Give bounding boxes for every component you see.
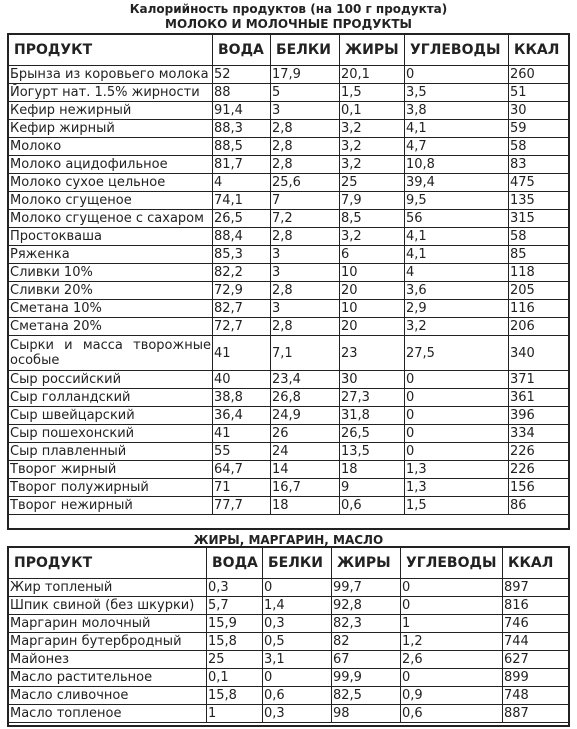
cell-carbs: 56 — [405, 210, 509, 228]
cell-product: Масло топленое — [9, 705, 207, 723]
table-row — [9, 597, 570, 615]
cell-fat: 6 — [340, 246, 405, 264]
cell-kcal: 206 — [509, 318, 570, 336]
header-product: ПРОДУКТ — [9, 35, 213, 66]
cell-fat: 67 — [332, 651, 401, 669]
cell-fat: 98 — [332, 705, 401, 723]
cell-protein: 2,8 — [271, 318, 340, 336]
cell-carbs: 1,3 — [405, 461, 509, 479]
cell-protein: 24,9 — [271, 407, 340, 425]
cell-product: Творог нежирный — [9, 497, 213, 515]
cell-kcal: 361 — [509, 389, 570, 407]
cell-protein: 0,3 — [263, 705, 332, 723]
page-caption: Калорийность продуктов (на 100 г продукта) — [129, 2, 448, 16]
cell-kcal: 118 — [509, 264, 570, 282]
cell-carbs: 0 — [401, 669, 503, 687]
section-title-fats: ЖИРЫ, МАРГАРИН, МАСЛО — [193, 533, 384, 547]
cell-kcal: 58 — [509, 228, 570, 246]
cell-carbs: 1 — [401, 615, 503, 633]
cell-protein: 7 — [271, 192, 340, 210]
table-row — [9, 389, 570, 407]
cell-fat: 30 — [340, 371, 405, 389]
table-row — [9, 102, 570, 120]
table-row — [9, 687, 570, 705]
cell-protein: 3 — [271, 246, 340, 264]
cell-protein: 0,5 — [263, 633, 332, 651]
cell-carbs: 4,1 — [405, 120, 509, 138]
cell-kcal: 897 — [503, 579, 570, 597]
cell-protein: 17,9 — [271, 66, 340, 84]
cell-product: Маргарин бутербродный — [9, 633, 207, 651]
cell-protein: 14 — [271, 461, 340, 479]
cell-protein: 0,6 — [263, 687, 332, 705]
cell-kcal: 627 — [503, 651, 570, 669]
header-protein: БЕЛКИ — [263, 548, 332, 579]
table-row — [9, 705, 570, 723]
cell-carbs: 0 — [405, 66, 509, 84]
cell-kcal: 371 — [509, 371, 570, 389]
cell-fat: 3,2 — [340, 138, 405, 156]
table-row — [9, 579, 570, 597]
cell-protein: 3 — [271, 264, 340, 282]
table-row — [9, 615, 570, 633]
cell-kcal: 116 — [509, 300, 570, 318]
cell-product: Простокваша — [9, 228, 213, 246]
cell-carbs: 2,6 — [401, 651, 503, 669]
cell-water: 64,7 — [213, 461, 271, 479]
cell-kcal: 315 — [509, 210, 570, 228]
fats-table — [8, 547, 570, 723]
table-row — [9, 407, 570, 425]
cell-carbs: 0,6 — [401, 705, 503, 723]
cell-protein: 25,6 — [271, 174, 340, 192]
cell-fat: 18 — [340, 461, 405, 479]
table-row — [9, 192, 570, 210]
cell-carbs: 27,5 — [405, 336, 509, 371]
cell-protein: 7,2 — [271, 210, 340, 228]
table-row — [9, 264, 570, 282]
table-row — [9, 228, 570, 246]
cell-fat: 27,3 — [340, 389, 405, 407]
cell-kcal: 899 — [503, 669, 570, 687]
cell-water: 15,8 — [207, 633, 263, 651]
cell-water: 25 — [207, 651, 263, 669]
cell-carbs: 3,2 — [405, 318, 509, 336]
cell-water: 85,3 — [213, 246, 271, 264]
cell-carbs: 0 — [405, 389, 509, 407]
table-row — [9, 461, 570, 479]
header-water: ВОДА — [207, 548, 263, 579]
cell-kcal: 475 — [509, 174, 570, 192]
cell-protein: 26,8 — [271, 389, 340, 407]
cell-fat: 20 — [340, 282, 405, 300]
cell-protein: 7,1 — [271, 336, 340, 371]
cell-water: 41 — [213, 336, 271, 371]
cell-kcal: 744 — [503, 633, 570, 651]
cell-kcal: 51 — [509, 84, 570, 102]
table-row — [9, 497, 570, 515]
cell-water: 72,7 — [213, 318, 271, 336]
cell-fat: 9 — [340, 479, 405, 497]
header-product: ПРОДУКТ — [9, 548, 207, 579]
cell-product: Сырки и масса творожные особые — [9, 336, 213, 371]
cell-product: Сыр голландский — [9, 389, 213, 407]
cell-kcal: 85 — [509, 246, 570, 264]
table-header-row — [9, 35, 570, 66]
cell-water: 41 — [213, 425, 271, 443]
cell-fat: 0,1 — [340, 102, 405, 120]
cell-water: 0,1 — [207, 669, 263, 687]
table-row — [9, 479, 570, 497]
header-carbs: УГЛЕВОДЫ — [405, 35, 509, 66]
cell-water: 82,2 — [213, 264, 271, 282]
cell-carbs: 4,7 — [405, 138, 509, 156]
cell-carbs: 3,8 — [405, 102, 509, 120]
cell-carbs: 0 — [401, 579, 503, 597]
cell-water: 15,8 — [207, 687, 263, 705]
cell-protein: 2,8 — [271, 282, 340, 300]
table-row — [9, 336, 570, 371]
cell-water: 71 — [213, 479, 271, 497]
cell-water: 88,4 — [213, 228, 271, 246]
cell-protein: 3,1 — [263, 651, 332, 669]
header-carbs: УГЛЕВОДЫ — [401, 548, 503, 579]
cell-fat: 99,7 — [332, 579, 401, 597]
cell-fat: 92,8 — [332, 597, 401, 615]
cell-carbs: 4 — [405, 264, 509, 282]
cell-protein: 5 — [271, 84, 340, 102]
table-header-row — [9, 548, 570, 579]
cell-product: Молоко — [9, 138, 213, 156]
cell-fat: 3,2 — [340, 156, 405, 174]
cell-protein: 1,4 — [263, 597, 332, 615]
cell-carbs: 0 — [405, 425, 509, 443]
table-row — [9, 371, 570, 389]
section-title-dairy: МОЛОКО И МОЛОЧНЫЕ ПРОДУКТЫ — [165, 17, 412, 31]
table-row — [9, 156, 570, 174]
cell-product: Творог жирный — [9, 461, 213, 479]
cell-product: Кефир жирный — [9, 120, 213, 138]
cell-fat: 20,1 — [340, 66, 405, 84]
cell-product: Масло растительное — [9, 669, 207, 687]
table-row — [9, 318, 570, 336]
cell-water: 40 — [213, 371, 271, 389]
cell-carbs: 0 — [405, 371, 509, 389]
cell-fat: 26,5 — [340, 425, 405, 443]
header-protein: БЕЛКИ — [271, 35, 340, 66]
cell-kcal: 205 — [509, 282, 570, 300]
cell-kcal: 135 — [509, 192, 570, 210]
cell-fat: 20 — [340, 318, 405, 336]
header-kcal: ККАЛ — [503, 548, 570, 579]
table-row — [9, 138, 570, 156]
cell-water: 0,3 — [207, 579, 263, 597]
cell-fat: 23 — [340, 336, 405, 371]
cell-protein: 16,7 — [271, 479, 340, 497]
cell-carbs: 2,9 — [405, 300, 509, 318]
cell-protein: 18 — [271, 497, 340, 515]
cell-kcal: 260 — [509, 66, 570, 84]
cell-kcal: 396 — [509, 407, 570, 425]
cell-product: Кефир нежирный — [9, 102, 213, 120]
cell-water: 4 — [213, 174, 271, 192]
cell-fat: 31,8 — [340, 407, 405, 425]
cell-water: 52 — [213, 66, 271, 84]
cell-water: 72,9 — [213, 282, 271, 300]
cell-protein: 3 — [271, 102, 340, 120]
cell-water: 88 — [213, 84, 271, 102]
cell-product: Молоко сгущеное — [9, 192, 213, 210]
cell-water: 82,7 — [213, 300, 271, 318]
cell-kcal: 746 — [503, 615, 570, 633]
cell-carbs: 39,4 — [405, 174, 509, 192]
cell-water: 77,7 — [213, 497, 271, 515]
table-row — [9, 282, 570, 300]
cell-protein: 2,8 — [271, 120, 340, 138]
cell-water: 1 — [207, 705, 263, 723]
cell-protein: 24 — [271, 443, 340, 461]
table-row — [9, 174, 570, 192]
cell-product: Сливки 20% — [9, 282, 213, 300]
cell-product: Сыр российский — [9, 371, 213, 389]
table-row — [9, 300, 570, 318]
table-row — [9, 443, 570, 461]
cell-water: 38,8 — [213, 389, 271, 407]
cell-fat: 10 — [340, 264, 405, 282]
cell-carbs: 3,6 — [405, 282, 509, 300]
cell-fat: 99,9 — [332, 669, 401, 687]
cell-product: Молоко сгущеное с сахаром — [9, 210, 213, 228]
cell-fat: 0,6 — [340, 497, 405, 515]
cell-kcal: 59 — [509, 120, 570, 138]
table-row — [9, 651, 570, 669]
table-row — [9, 425, 570, 443]
cell-protein: 0,3 — [263, 615, 332, 633]
cell-product: Молоко ацидофильное — [9, 156, 213, 174]
cell-carbs: 0 — [405, 407, 509, 425]
cell-kcal: 334 — [509, 425, 570, 443]
cell-carbs: 4,1 — [405, 228, 509, 246]
cell-kcal: 816 — [503, 597, 570, 615]
cell-kcal: 83 — [509, 156, 570, 174]
cell-product: Сыр плавленный — [9, 443, 213, 461]
cell-kcal: 226 — [509, 461, 570, 479]
cell-fat: 3,2 — [340, 120, 405, 138]
cell-product: Творог полужирный — [9, 479, 213, 497]
cell-fat: 13,5 — [340, 443, 405, 461]
cell-protein: 2,8 — [271, 156, 340, 174]
cell-fat: 82,5 — [332, 687, 401, 705]
cell-carbs: 9,5 — [405, 192, 509, 210]
cell-water: 5,7 — [207, 597, 263, 615]
cell-product: Брынза из коровьего молока — [9, 66, 213, 84]
cell-kcal: 58 — [509, 138, 570, 156]
cell-product: Сметана 20% — [9, 318, 213, 336]
cell-protein: 23,4 — [271, 371, 340, 389]
cell-kcal: 86 — [509, 497, 570, 515]
cell-water: 74,1 — [213, 192, 271, 210]
cell-fat: 7,9 — [340, 192, 405, 210]
header-fat: ЖИРЫ — [340, 35, 405, 66]
cell-fat: 82,3 — [332, 615, 401, 633]
cell-protein: 0 — [263, 579, 332, 597]
cell-fat: 82 — [332, 633, 401, 651]
cell-carbs: 1,2 — [401, 633, 503, 651]
dairy-table — [8, 34, 570, 515]
cell-carbs: 0,9 — [401, 687, 503, 705]
cell-protein: 3 — [271, 300, 340, 318]
cell-product: Шпик свиной (без шкурки) — [9, 597, 207, 615]
cell-protein: 2,8 — [271, 228, 340, 246]
cell-water: 81,7 — [213, 156, 271, 174]
cell-kcal: 340 — [509, 336, 570, 371]
cell-protein: 0 — [263, 669, 332, 687]
cell-product: Сметана 10% — [9, 300, 213, 318]
table-row — [9, 120, 570, 138]
cell-fat: 1,5 — [340, 84, 405, 102]
cell-product: Сыр швейцарский — [9, 407, 213, 425]
cell-kcal: 748 — [503, 687, 570, 705]
cell-product: Молоко сухое цельное — [9, 174, 213, 192]
cell-carbs: 1,5 — [405, 497, 509, 515]
table-row — [9, 66, 570, 84]
cell-water: 15,9 — [207, 615, 263, 633]
cell-kcal: 30 — [509, 102, 570, 120]
cell-carbs: 0 — [405, 443, 509, 461]
cell-carbs: 4,1 — [405, 246, 509, 264]
cell-fat: 3,2 — [340, 228, 405, 246]
cell-product: Сыр пошехонский — [9, 425, 213, 443]
cell-kcal: 226 — [509, 443, 570, 461]
cell-carbs: 1,3 — [405, 479, 509, 497]
cell-water: 26,5 — [213, 210, 271, 228]
cell-protein: 26 — [271, 425, 340, 443]
table-row — [9, 669, 570, 687]
cell-fat: 10 — [340, 300, 405, 318]
table-row — [9, 246, 570, 264]
cell-product: Сливки 10% — [9, 264, 213, 282]
cell-water: 88,3 — [213, 120, 271, 138]
table-row — [9, 84, 570, 102]
cell-water: 55 — [213, 443, 271, 461]
cell-water: 36,4 — [213, 407, 271, 425]
cell-fat: 8,5 — [340, 210, 405, 228]
cell-product: Йогурт нат. 1.5% жирности — [9, 84, 213, 102]
cell-product: Жир топленый — [9, 579, 207, 597]
cell-water: 88,5 — [213, 138, 271, 156]
cell-water: 91,4 — [213, 102, 271, 120]
cell-carbs: 10,8 — [405, 156, 509, 174]
cell-kcal: 887 — [503, 705, 570, 723]
cell-kcal: 156 — [509, 479, 570, 497]
cell-product: Ряженка — [9, 246, 213, 264]
header-fat: ЖИРЫ — [332, 548, 401, 579]
header-water: ВОДА — [213, 35, 271, 66]
cell-carbs: 0 — [401, 597, 503, 615]
cell-product: Масло сливочное — [9, 687, 207, 705]
table-row — [9, 210, 570, 228]
cell-fat: 25 — [340, 174, 405, 192]
header-kcal: ККАЛ — [509, 35, 570, 66]
table-row — [9, 633, 570, 651]
cell-product: Майонез — [9, 651, 207, 669]
cell-carbs: 3,5 — [405, 84, 509, 102]
cell-product: Маргарин молочный — [9, 615, 207, 633]
cell-protein: 2,8 — [271, 138, 340, 156]
